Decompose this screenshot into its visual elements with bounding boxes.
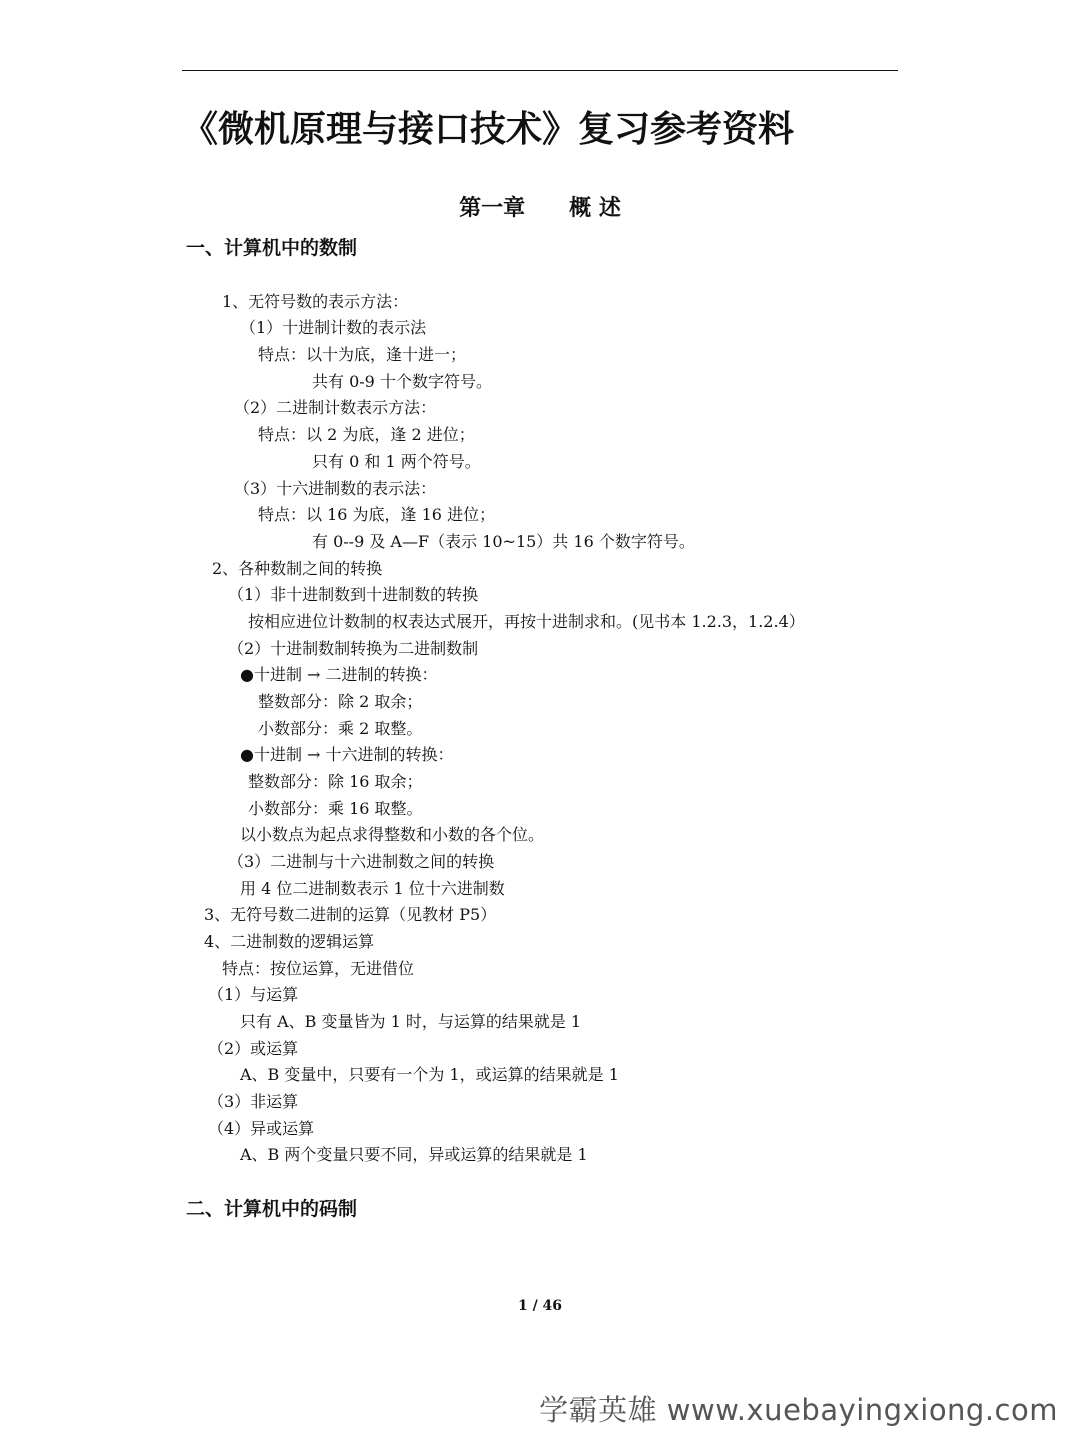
list-item: A、B 变量中，只要有一个为 1，或运算的结果就是 1 [240, 1065, 619, 1084]
list-item: 特点：以 16 为底，逢 16 进位； [258, 505, 496, 524]
section-heading-number-codes: 二、计算机中的码制 [186, 1198, 358, 1220]
header-rule [182, 70, 898, 71]
document-title: 《微机原理与接口技术》复习参考资料 [182, 109, 795, 150]
list-item: 4、二进制数的逻辑运算 [204, 932, 375, 951]
list-item: （3）非运算 [208, 1092, 299, 1111]
list-item: 只有 A、B 变量皆为 1 时，与运算的结果就是 1 [240, 1012, 582, 1031]
list-item: ●十进制 → 十六进制的转换： [240, 745, 454, 764]
list-item: 共有 0-9 十个数字符号。 [312, 372, 492, 391]
list-item: A、B 两个变量只要不同，异或运算的结果就是 1 [240, 1145, 588, 1164]
section-heading-number-systems: 一、计算机中的数制 [186, 237, 358, 259]
list-item: ●十进制 → 二进制的转换： [240, 665, 438, 684]
list-item: （1）十进制计数的表示法 [240, 318, 427, 337]
list-item: 特点：以十为底，逢十进一； [258, 345, 467, 364]
list-item: 1、无符号数的表示方法： [222, 292, 409, 311]
list-item: （3）十六进制数的表示法： [234, 479, 437, 498]
list-item: 小数部分：乘 16 取整。 [248, 799, 423, 818]
list-item: 按相应进位计数制的权表达式展开，再按十进制求和。(见书本 1.2.3，1.2.4） [248, 612, 805, 631]
chapter-title: 第一章 概 述 [459, 196, 621, 221]
list-item: （4）异或运算 [208, 1119, 315, 1138]
page-number: 1 / 46 [517, 1298, 563, 1314]
list-item: （2）二进制计数表示方法： [234, 398, 437, 417]
list-item: 只有 0 和 1 两个符号。 [312, 452, 481, 471]
list-item: 以小数点为起点求得整数和小数的各个位。 [240, 825, 545, 844]
list-item: 特点：按位运算，无进借位 [222, 959, 415, 978]
list-item: 有 0--9 及 A—F（表示 10~15）共 16 个数字符号。 [312, 532, 695, 551]
list-item: 3、无符号数二进制的运算（见教材 P5） [204, 905, 497, 924]
list-item: 整数部分：除 16 取余； [248, 772, 423, 791]
list-item: 小数部分：乘 2 取整。 [258, 719, 423, 738]
list-item: （1）与运算 [208, 985, 299, 1004]
list-item: 2、各种数制之间的转换 [212, 559, 383, 578]
list-item: （2）十进制数制转换为二进制数制 [228, 639, 479, 658]
list-item: 特点：以 2 为底，逢 2 进位； [258, 425, 475, 444]
list-item: （3）二进制与十六进制数之间的转换 [228, 852, 495, 871]
list-item: （2）或运算 [208, 1039, 299, 1058]
list-item: 整数部分：除 2 取余； [258, 692, 423, 711]
site-watermark: 学霸英雄 www.xuebayingxiong.com [539, 1393, 1058, 1427]
list-item: （1）非十进制数到十进制数的转换 [228, 585, 479, 604]
list-item: 用 4 位二进制数表示 1 位十六进制数 [240, 879, 505, 898]
